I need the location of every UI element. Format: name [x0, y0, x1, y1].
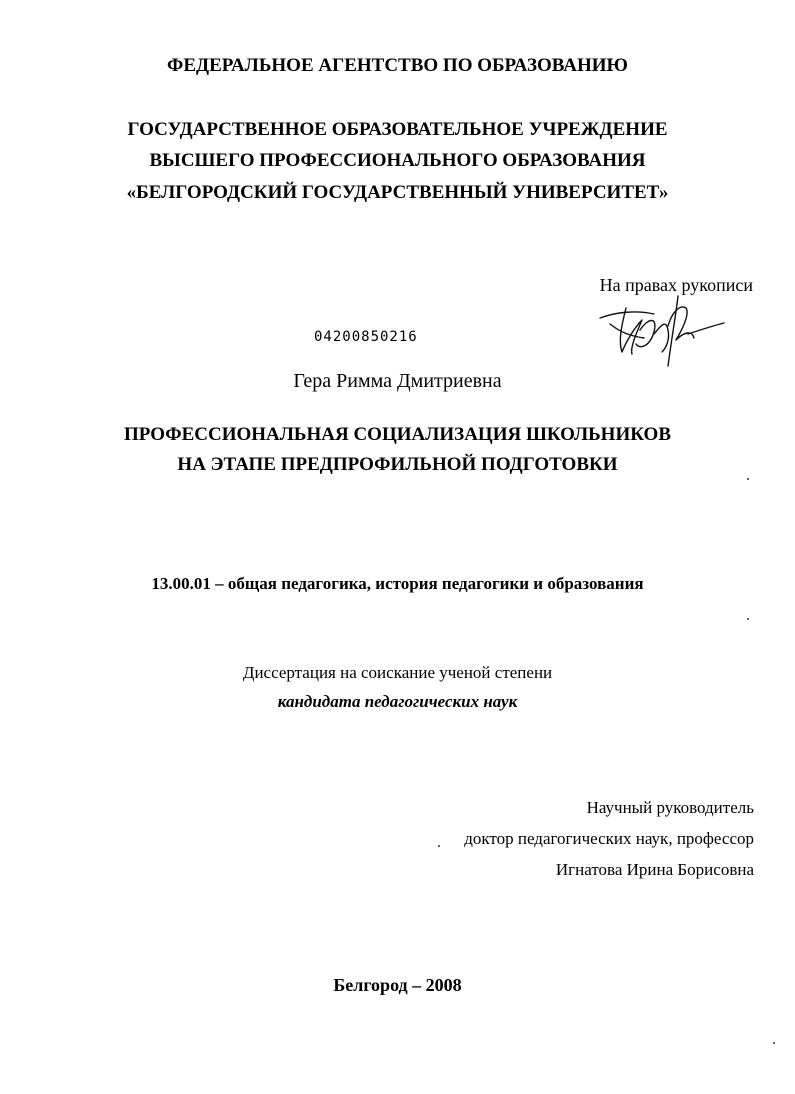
advisor-credentials: доктор педагогических наук, профессор — [464, 829, 754, 848]
institution-line-2: ВЫСШЕГО ПРОФЕССИОНАЛЬНОГО ОБРАЗОВАНИЯ — [149, 150, 646, 171]
manuscript-note: На правах рукописи — [599, 275, 753, 295]
city-year: Белгород – 2008 — [333, 975, 462, 995]
specialty-code: 13.00.01 – общая педагогика, история педагогики и образования — [151, 574, 644, 593]
scan-speck — [773, 1042, 775, 1044]
advisor-name: Игнатова Ирина Борисовна — [555, 860, 754, 879]
dissertation-title-line-2: НА ЭТАПЕ ПРЕДПРОФИЛЬНОЙ ПОДГОТОВКИ — [177, 454, 618, 475]
registration-number: 04200850216 — [314, 329, 418, 345]
signature-icon — [596, 290, 736, 370]
dissertation-title-line-1: ПРОФЕССИОНАЛЬНАЯ СОЦИАЛИЗАЦИЯ ШКОЛЬНИКОВ — [124, 424, 671, 445]
degree-line-1: Диссертация на соискание ученой степени — [242, 663, 553, 682]
scan-speck — [747, 478, 749, 480]
advisor-label: Научный руководитель — [586, 798, 754, 817]
scan-speck — [747, 618, 749, 620]
scan-speck — [438, 845, 440, 847]
degree-line-2: кандидата педагогических наук — [277, 692, 518, 711]
institution-line-1: ГОСУДАРСТВЕННОЕ ОБРАЗОВАТЕЛЬНОЕ УЧРЕЖДЕНИЕ — [127, 119, 668, 140]
author-name: Гера Римма Дмитриевна — [293, 370, 502, 392]
agency-heading: ФЕДЕРАЛЬНОЕ АГЕНТСТВО ПО ОБРАЗОВАНИЮ — [167, 55, 628, 76]
institution-line-3: «БЕЛГОРОДСКИЙ ГОСУДАРСТВЕННЫЙ УНИВЕРСИТЕТ» — [126, 182, 669, 203]
